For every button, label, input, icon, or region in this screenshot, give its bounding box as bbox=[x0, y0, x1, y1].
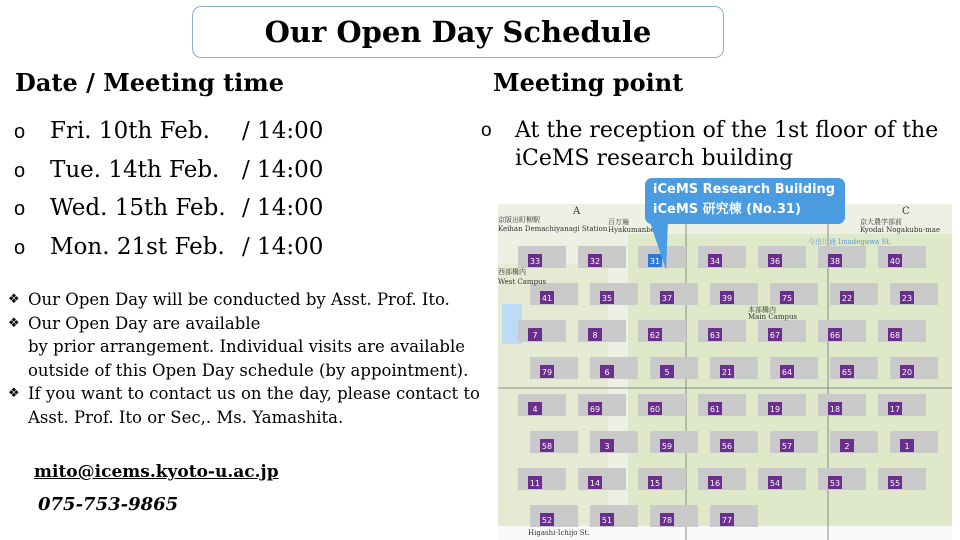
note-text: If you want to contact us on the day, please contact to Asst. Prof. Ito or Sec,. Ms. Yamashita. bbox=[28, 384, 480, 427]
campus-map bbox=[498, 204, 952, 540]
building-number: 21 bbox=[721, 368, 733, 377]
note-item bbox=[8, 382, 488, 429]
place-label: 西部構内 bbox=[498, 268, 526, 276]
building-number: 32 bbox=[589, 257, 601, 266]
building-number: 38 bbox=[829, 257, 841, 266]
schedule-date: Wed. 15th Feb. bbox=[50, 195, 226, 221]
place-label: Keihan Demachiyanagi Station bbox=[498, 225, 608, 233]
building-number: 64 bbox=[781, 368, 793, 377]
building-number: 7 bbox=[532, 331, 538, 340]
building-number: 4 bbox=[532, 405, 538, 414]
building-number: 22 bbox=[841, 294, 853, 303]
bullet: o bbox=[14, 237, 26, 259]
note-item bbox=[8, 312, 488, 383]
place-label: Kyodai Nogakubu-mae bbox=[860, 226, 941, 234]
callout-line: iCeMS Research Building bbox=[653, 182, 836, 197]
bullet: o bbox=[14, 121, 26, 143]
schedule-date: Tue. 14th Feb. bbox=[50, 157, 220, 183]
building-number: 6 bbox=[604, 368, 610, 377]
meeting-point-item bbox=[481, 117, 938, 173]
place-label: 京大農学部前 bbox=[860, 218, 902, 226]
place-label: Main Campus bbox=[748, 313, 798, 321]
diamond-bullet-icon: ❖ bbox=[8, 315, 20, 331]
building-number: 53 bbox=[829, 479, 841, 488]
building-number: 67 bbox=[769, 331, 781, 340]
bullet: o bbox=[14, 160, 26, 182]
building-number: 1 bbox=[904, 442, 910, 451]
page-title: Our Open Day Schedule bbox=[192, 6, 724, 58]
building-number: 35 bbox=[601, 294, 613, 303]
place-label: 今出川通 Imadegawa St. bbox=[808, 238, 892, 246]
building-number: 65 bbox=[841, 368, 853, 377]
diamond-bullet-icon: ❖ bbox=[8, 386, 20, 401]
phone-number: 075-753-9865 bbox=[38, 494, 179, 515]
schedule-time: / 14:00 bbox=[242, 157, 324, 183]
building-number: 33 bbox=[529, 257, 541, 266]
building-number: 37 bbox=[661, 294, 673, 303]
bullet: o bbox=[481, 120, 492, 141]
building-number: 14 bbox=[589, 479, 601, 488]
place-label: West Campus bbox=[498, 278, 547, 286]
meeting-point-heading: Meeting point bbox=[493, 68, 684, 97]
building-number: 62 bbox=[649, 331, 661, 340]
building-number: 58 bbox=[541, 442, 553, 451]
building-number: 11 bbox=[529, 479, 541, 488]
building-number: 69 bbox=[589, 405, 601, 414]
building-number: 52 bbox=[541, 516, 553, 525]
campus-map-image bbox=[498, 204, 952, 540]
schedule-time: / 14:00 bbox=[242, 234, 324, 260]
building-number: 2 bbox=[844, 442, 850, 451]
note-item bbox=[8, 288, 488, 312]
schedule-item bbox=[14, 118, 323, 144]
place-label: Hyakumanben bbox=[608, 226, 660, 234]
schedule-date: Fri. 10th Feb. bbox=[50, 118, 210, 144]
building-number: 15 bbox=[649, 479, 661, 488]
building-number: 39 bbox=[721, 294, 733, 303]
note-text: Our Open Day are available by prior arrangement. Individual visits are available outside of this Open Day schedule (by appointment). bbox=[28, 313, 469, 380]
building-number: 59 bbox=[661, 442, 673, 451]
building-number: 16 bbox=[709, 479, 721, 488]
place-label: Higashi-Ichijo St. bbox=[528, 529, 590, 537]
schedule-date: Mon. 21st Feb. bbox=[50, 234, 225, 260]
building-callout bbox=[645, 178, 845, 224]
building-number: 40 bbox=[889, 257, 901, 266]
schedule-item bbox=[14, 195, 323, 221]
building-number: 41 bbox=[541, 294, 553, 303]
note-text: Our Open Day will be conducted by Asst. Prof. Ito. bbox=[28, 290, 450, 309]
place-label: 京阪出町柳駅 bbox=[498, 216, 540, 224]
building-number: 3 bbox=[604, 442, 610, 451]
building-number: 34 bbox=[709, 257, 721, 266]
meeting-point-text: iCeMS research building bbox=[515, 146, 794, 171]
building-number: 61 bbox=[709, 405, 721, 414]
building-number: 56 bbox=[721, 442, 733, 451]
building-number: 60 bbox=[649, 405, 661, 414]
building-number: 23 bbox=[901, 294, 913, 303]
schedule-item bbox=[14, 234, 323, 260]
building-number: 5 bbox=[664, 368, 670, 377]
email-link[interactable]: mito@icems.kyoto-u.ac.jp bbox=[34, 462, 279, 482]
date-heading: Date / Meeting time bbox=[15, 68, 284, 97]
building-number: 75 bbox=[781, 294, 793, 303]
place-label: 本部構内 bbox=[748, 306, 776, 314]
callout-line: iCeMS 研究棟 (No.31) bbox=[653, 202, 801, 217]
diamond-bullet-icon: ❖ bbox=[8, 292, 20, 307]
building-number: 78 bbox=[661, 516, 673, 525]
notes-list bbox=[8, 288, 488, 429]
meeting-point-text: At the reception of the 1st floor of the bbox=[515, 118, 939, 143]
building-number: 54 bbox=[769, 479, 781, 488]
building-number: 17 bbox=[889, 405, 901, 414]
building-number: 66 bbox=[829, 331, 841, 340]
building-number: 55 bbox=[889, 479, 901, 488]
grid-label: C bbox=[902, 206, 910, 217]
grid-label: A bbox=[573, 206, 581, 217]
building-number: 68 bbox=[889, 331, 901, 340]
building-number: 31 bbox=[649, 257, 661, 266]
building-number: 79 bbox=[541, 368, 553, 377]
schedule-time: / 14:00 bbox=[242, 195, 324, 221]
campus-area bbox=[628, 234, 952, 540]
building-number: 18 bbox=[829, 405, 841, 414]
building-number: 20 bbox=[901, 368, 913, 377]
building-number: 19 bbox=[769, 405, 781, 414]
bullet: o bbox=[14, 198, 26, 220]
schedule-time: / 14:00 bbox=[242, 118, 324, 144]
building-number: 57 bbox=[781, 442, 793, 451]
building-number: 36 bbox=[769, 257, 781, 266]
building-number: 51 bbox=[601, 516, 613, 525]
building-number: 77 bbox=[721, 516, 733, 525]
building-number: 8 bbox=[592, 331, 598, 340]
building-number: 63 bbox=[709, 331, 721, 340]
schedule-item bbox=[14, 157, 323, 183]
place-label: 百万遍 bbox=[608, 218, 629, 226]
